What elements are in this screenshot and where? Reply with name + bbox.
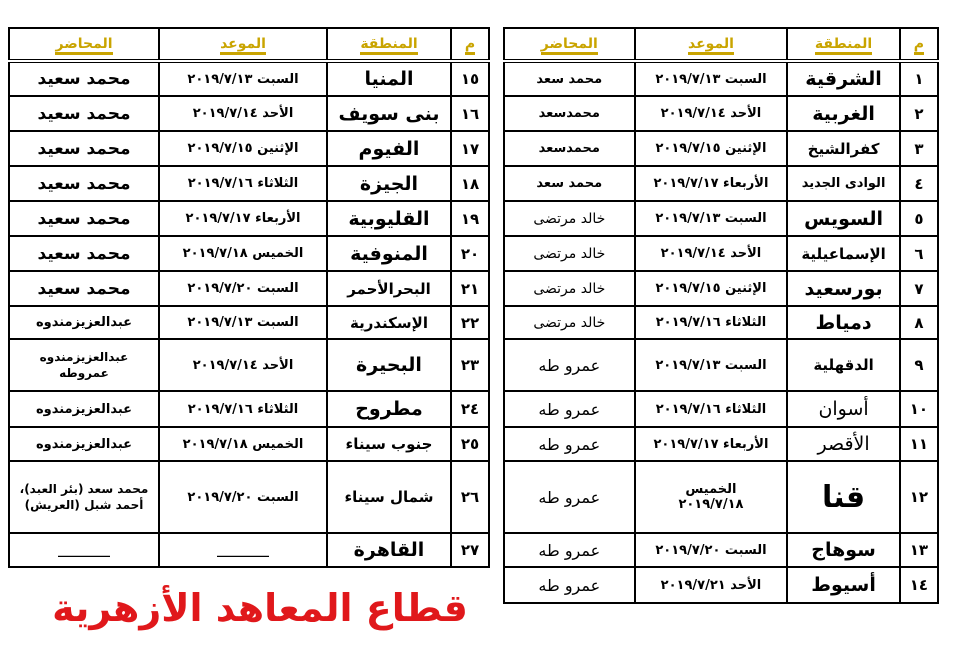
- row-region: الإسكندرية: [327, 306, 451, 339]
- row-region: دمياط: [787, 306, 900, 339]
- row-date: الثلاثاء ٢٠١٩/٧/١٦: [159, 391, 327, 427]
- row-index: ١٥: [451, 61, 489, 96]
- row-index: ٢٠: [451, 236, 489, 271]
- table-row: [9, 427, 489, 461]
- row-date: الثلاثاء ٢٠١٩/٧/١٦: [635, 306, 788, 339]
- row-region: سوهاج: [787, 533, 900, 567]
- table-row: [504, 567, 938, 603]
- row-region: البحرالأحمر: [327, 271, 451, 306]
- row-region: المنيا: [327, 61, 451, 96]
- row-index: ٧: [900, 271, 938, 306]
- row-lecturer: عمرو طه: [504, 533, 635, 567]
- row-date: الأحد ٢٠١٩/٧/١٤: [159, 96, 327, 131]
- row-lecturer: محمد سعيد: [9, 201, 159, 236]
- table-header-row: [504, 28, 938, 61]
- row-lecturer: محمد سعيد: [9, 61, 159, 96]
- table-row: [9, 461, 489, 533]
- row-date: الخميس ٢٠١٩/٧/١٨: [159, 427, 327, 461]
- header-index: م: [451, 28, 489, 61]
- table-row: [504, 427, 938, 461]
- row-index: ٢٧: [451, 533, 489, 567]
- row-lecturer: محمد سعيد: [9, 131, 159, 166]
- table-row: [504, 391, 938, 427]
- row-region: الجيزة: [327, 166, 451, 201]
- table-row: [9, 306, 489, 339]
- table-row: [504, 306, 938, 339]
- table-row: [9, 271, 489, 306]
- row-date: الإثنين ٢٠١٩/٧/١٥: [635, 271, 788, 306]
- row-date: الأحد ٢٠١٩/٧/١٤: [159, 339, 327, 391]
- row-index: ٢٥: [451, 427, 489, 461]
- table-row: [504, 166, 938, 201]
- row-region: الفيوم: [327, 131, 451, 166]
- row-date: السبت ٢٠١٩/٧/٢٠: [635, 533, 788, 567]
- row-date: الأربعاء ٢٠١٩/٧/١٧: [635, 166, 788, 201]
- table-header-row: [9, 28, 489, 61]
- table-row: [504, 533, 938, 567]
- row-region: القليوبية: [327, 201, 451, 236]
- row-index: ٢: [900, 96, 938, 131]
- table-row: [9, 131, 489, 166]
- table-row: [504, 236, 938, 271]
- row-date: الأحد ٢٠١٩/٧/٢١: [635, 567, 788, 603]
- row-region: الغربية: [787, 96, 900, 131]
- table-row: [9, 391, 489, 427]
- row-region: القاهرة: [327, 533, 451, 567]
- row-region: جنوب سيناء: [327, 427, 451, 461]
- row-lecturer: محمد سعيد: [9, 96, 159, 131]
- row-index: ١٩: [451, 201, 489, 236]
- row-index: ١٤: [900, 567, 938, 603]
- row-date: السبت ٢٠١٩/٧/١٣: [159, 61, 327, 96]
- row-index: ١٣: [900, 533, 938, 567]
- row-date: الثلاثاء ٢٠١٩/٧/١٦: [159, 166, 327, 201]
- row-region: الشرقية: [787, 61, 900, 96]
- row-region: الوادى الجديد: [787, 166, 900, 201]
- row-lecturer: محمدسعد: [504, 131, 635, 166]
- row-index: ٢٤: [451, 391, 489, 427]
- row-region: بنى سويف: [327, 96, 451, 131]
- row-region: الإسماعيلية: [787, 236, 900, 271]
- header-index: م: [900, 28, 938, 61]
- row-region: أسيوط: [787, 567, 900, 603]
- row-region: الأقصر: [787, 427, 900, 461]
- table-row: [9, 339, 489, 391]
- row-lecturer: عبدالعزيزمندوه: [9, 391, 159, 427]
- table-row: [504, 339, 938, 391]
- row-lecturer: عبدالعزيزمندوه: [9, 306, 159, 339]
- row-date: السبت ٢٠١٩/٧/٢٠: [159, 271, 327, 306]
- row-date: الأحد ٢٠١٩/٧/١٤: [635, 236, 788, 271]
- row-index: ١٦: [451, 96, 489, 131]
- row-lecturer: عمرو طه: [504, 427, 635, 461]
- table-row: [504, 96, 938, 131]
- row-index: ١٢: [900, 461, 938, 533]
- row-date: الإثنين ٢٠١٩/٧/١٥: [159, 131, 327, 166]
- table-row: [9, 61, 489, 96]
- row-index: ٨: [900, 306, 938, 339]
- row-date: الثلاثاء ٢٠١٩/٧/١٦: [635, 391, 788, 427]
- table-row: [9, 533, 489, 567]
- row-index: ١١: [900, 427, 938, 461]
- row-lecturer: خالد مرتضى: [504, 236, 635, 271]
- row-lecturer: عبدالعزيزمندوه: [9, 427, 159, 461]
- row-index: ٢٣: [451, 339, 489, 391]
- row-index: ٩: [900, 339, 938, 391]
- row-date: السبت ٢٠١٩/٧/١٣: [635, 201, 788, 236]
- row-index: ٤: [900, 166, 938, 201]
- row-lecturer: محمد سعيد: [9, 236, 159, 271]
- row-region: مطروح: [327, 391, 451, 427]
- header-date: الموعد: [159, 28, 327, 61]
- header-lecturer: المحاضر: [9, 28, 159, 61]
- row-date: ________: [159, 533, 327, 567]
- row-lecturer: عمرو طه: [504, 461, 635, 533]
- row-lecturer: محمدسعد: [504, 96, 635, 131]
- row-date: الأحد ٢٠١٩/٧/١٤: [635, 96, 788, 131]
- row-region: أسوان: [787, 391, 900, 427]
- row-index: ١٨: [451, 166, 489, 201]
- header-region: المنطقة: [327, 28, 451, 61]
- table-row: [9, 201, 489, 236]
- row-index: ٥: [900, 201, 938, 236]
- row-date: الخميس ٢٠١٩/٧/١٨: [159, 236, 327, 271]
- header-region: المنطقة: [787, 28, 900, 61]
- row-lecturer: خالد مرتضى: [504, 201, 635, 236]
- table-row: [504, 461, 938, 533]
- row-region: بورسعيد: [787, 271, 900, 306]
- row-region: شمال سيناء: [327, 461, 451, 533]
- row-date: السبت ٢٠١٩/٧/١٣: [635, 339, 788, 391]
- table-row: [9, 96, 489, 131]
- row-index: ٦: [900, 236, 938, 271]
- row-lecturer: محمد سعد (بئر العبد)، أحمد شبل (العريش): [9, 461, 159, 533]
- row-date: الإثنين ٢٠١٩/٧/١٥: [635, 131, 788, 166]
- row-index: ٣: [900, 131, 938, 166]
- row-lecturer: خالد مرتضى: [504, 306, 635, 339]
- row-lecturer: عمرو طه: [504, 391, 635, 427]
- row-lecturer: خالد مرتضى: [504, 271, 635, 306]
- row-index: ٢١: [451, 271, 489, 306]
- row-region: السويس: [787, 201, 900, 236]
- table-row: [504, 271, 938, 306]
- row-lecturer: عمرو طه: [504, 567, 635, 603]
- row-index: ١: [900, 61, 938, 96]
- row-region: كفرالشيخ: [787, 131, 900, 166]
- header-date: الموعد: [635, 28, 788, 61]
- row-date: السبت ٢٠١٩/٧/١٣: [159, 306, 327, 339]
- table-row: [9, 236, 489, 271]
- row-region: البحيرة: [327, 339, 451, 391]
- row-lecturer: محمد سعد: [504, 61, 635, 96]
- row-region: الدقهلية: [787, 339, 900, 391]
- row-date: السبت ٢٠١٩/٧/٢٠: [159, 461, 327, 533]
- row-index: ١٧: [451, 131, 489, 166]
- row-date: الأربعاء ٢٠١٩/٧/١٧: [159, 201, 327, 236]
- table-row: [9, 166, 489, 201]
- row-index: ٢٦: [451, 461, 489, 533]
- table-row: [504, 131, 938, 166]
- row-date: الأربعاء ٢٠١٩/٧/١٧: [635, 427, 788, 461]
- row-date: السبت ٢٠١٩/٧/١٣: [635, 61, 788, 96]
- row-lecturer: عبدالعزيزمندوه عمروطه: [9, 339, 159, 391]
- row-region: قنا: [787, 461, 900, 533]
- row-index: ٢٢: [451, 306, 489, 339]
- row-lecturer: ________: [9, 533, 159, 567]
- table-row: [504, 61, 938, 96]
- row-lecturer: عمرو طه: [504, 339, 635, 391]
- row-region: المنوفية: [327, 236, 451, 271]
- schedule-table-right: [503, 27, 939, 604]
- header-lecturer: المحاضر: [504, 28, 635, 61]
- row-lecturer: محمد سعيد: [9, 166, 159, 201]
- footer-title: قطاع المعاهد الأزهرية: [52, 586, 468, 630]
- schedule-table-left: [8, 27, 490, 568]
- row-lecturer: محمد سعد: [504, 166, 635, 201]
- row-index: ١٠: [900, 391, 938, 427]
- row-lecturer: محمد سعيد: [9, 271, 159, 306]
- table-row: [504, 201, 938, 236]
- row-date: الخميس ٢٠١٩/٧/١٨: [635, 461, 788, 533]
